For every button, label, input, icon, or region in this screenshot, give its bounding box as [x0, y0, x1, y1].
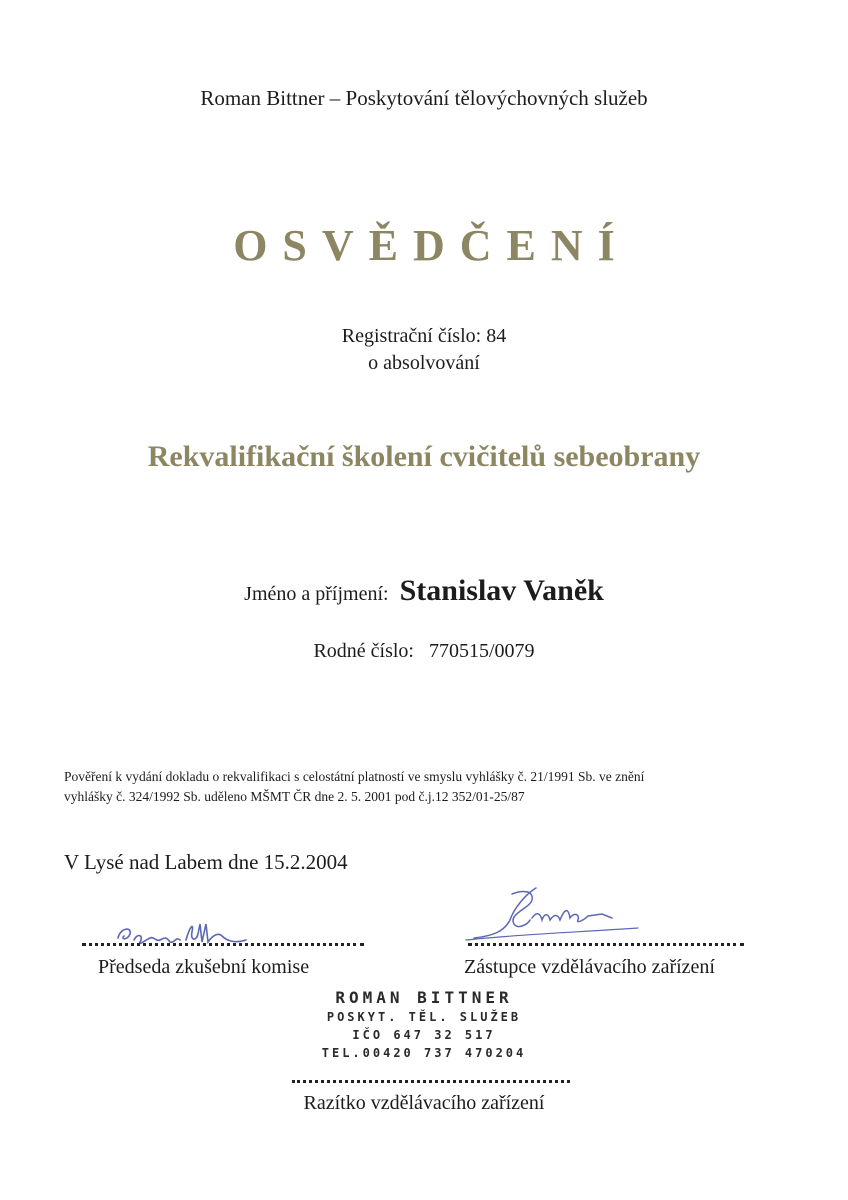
- registration-subtitle: o absolvování: [368, 352, 480, 374]
- stamp-line-1: ROMAN BITTNER: [335, 988, 513, 1007]
- right-signature-label: Zástupce vzdělávacího zařízení: [464, 956, 715, 978]
- stamp-label: Razítko vzdělávacího zařízení: [303, 1092, 545, 1114]
- birth-number-row: [0, 640, 848, 663]
- right-signature-line: [468, 943, 744, 946]
- person-name: Stanislav Vaněk: [399, 574, 604, 607]
- registration-number: Registrační číslo: 84: [341, 325, 507, 347]
- right-signature: [462, 884, 642, 946]
- left-signature-line: [82, 943, 364, 946]
- birth-number-value: 770515/0079: [428, 640, 535, 662]
- left-signature: [110, 918, 260, 952]
- stamp-line-3: IČO 647 32 517: [352, 1028, 496, 1042]
- stamp-line-4: TEL.00420 737 470204: [321, 1046, 527, 1060]
- registration-block: [0, 323, 848, 377]
- course-name: Rekvalifikační školení cvičitelů sebeobrany: [147, 440, 701, 473]
- authorization-line-2: vyhlášky č. 324/1992 Sb. uděleno MŠMT ČR dne 2. 5. 2001 pod č.j.12 352/01-25/87: [64, 789, 525, 804]
- stamp-line: [292, 1080, 570, 1083]
- name-row: [0, 574, 848, 608]
- stamp-line-2: POSKYT. TĚL. SLUŽEB: [326, 1010, 522, 1024]
- left-signature-label: Předseda zkušební komise: [98, 956, 310, 978]
- certificate-title: OSVĚDČENÍ: [233, 221, 630, 270]
- authorization-text: [64, 767, 784, 807]
- place-date: V Lysé nad Labem dne 15.2.2004: [64, 850, 348, 874]
- birth-number-label: Rodné číslo:: [313, 640, 414, 662]
- institution-stamp: [0, 988, 848, 1062]
- authorization-line-1: Pověření k vydání dokladu o rekvalifikaci s celostátní platností ve smyslu vyhlášky č. 21/1991 Sb. ve znění: [64, 769, 645, 784]
- issuer-line: Roman Bittner – Poskytování tělovýchovných služeb: [200, 86, 648, 110]
- name-label: Jméno a příjmení:: [244, 583, 389, 605]
